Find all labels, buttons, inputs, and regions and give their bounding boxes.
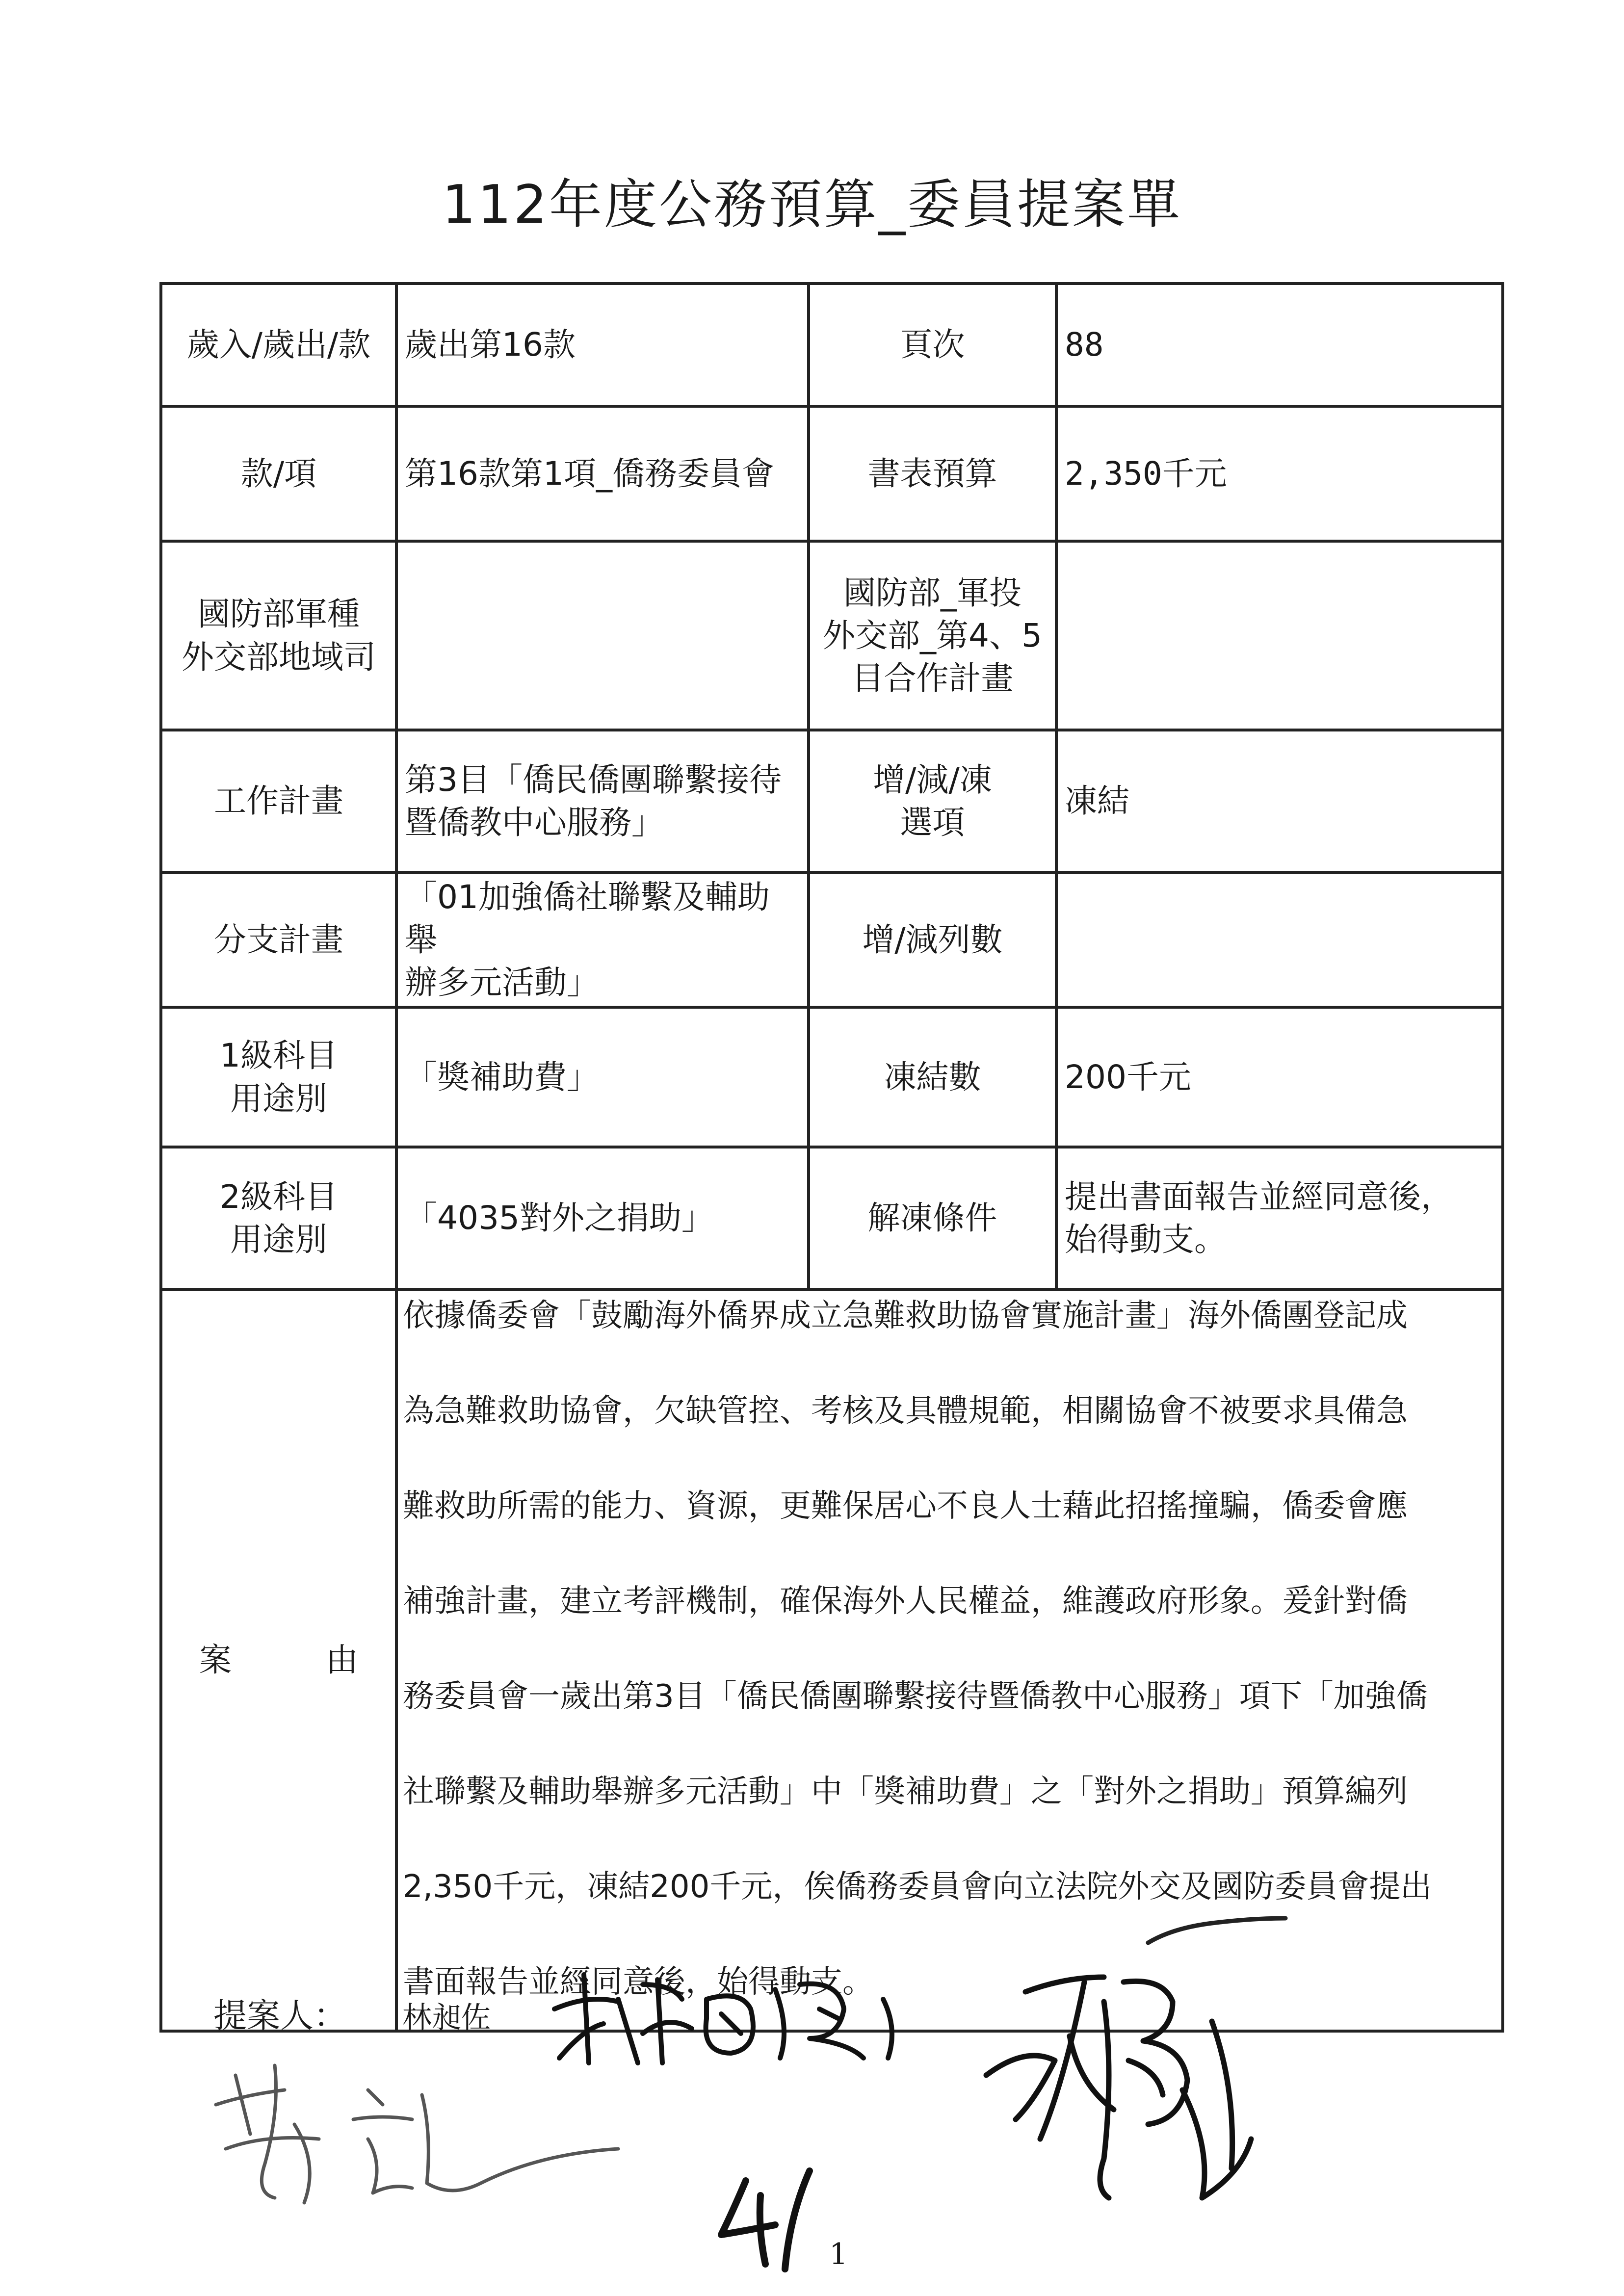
field-label-line: 國防部軍種 <box>198 595 360 633</box>
table-row <box>161 406 1503 541</box>
table-row <box>161 1147 1503 1289</box>
field-value <box>1056 872 1503 1007</box>
field-label <box>809 541 1056 730</box>
reason-paragraph <box>403 1289 1496 2030</box>
field-label: 頁次 <box>809 284 1056 406</box>
field-value: 歲出第16款 <box>396 284 809 406</box>
field-value: 「4035對外之捐助」 <box>396 1147 809 1289</box>
table-row <box>161 1289 1503 2031</box>
budget-amount: 2,350千元 <box>1065 454 1227 493</box>
field-label-line: 目合作計畫 <box>851 659 1014 698</box>
field-label: 凍結數 <box>809 1007 1056 1147</box>
field-value: 200千元 <box>1056 1007 1503 1147</box>
reason-line: 社聯繫及輔助舉辦多元活動」中「獎補助費」之「對外之捐助」預算編列 <box>403 1774 1408 1810</box>
reason-line: 依據僑委會「鼓勵海外僑界成立急難救助協會實施計畫」海外僑團登記成 <box>403 1298 1408 1334</box>
field-label-line: 用途別 <box>230 1221 327 1258</box>
field-value <box>396 872 809 1007</box>
page-number: 1 <box>829 2237 848 2271</box>
handwritten-page-mark <box>711 2161 824 2276</box>
proposer-label: 提案人： <box>213 1997 347 2035</box>
reason-line: 難救助所需的能力、資源，更難保居心不良人士藉此招搖撞騙，僑委會應 <box>403 1488 1408 1524</box>
field-label-line: 增/減/凍 <box>873 760 992 799</box>
field-value: 「獎補助費」 <box>396 1007 809 1147</box>
field-label: 歲入/歲出/款 <box>161 284 396 406</box>
table-row <box>161 1007 1503 1147</box>
proposal-form-table <box>159 282 1504 2033</box>
field-value-line: 暨僑教中心服務」 <box>405 804 664 841</box>
field-label-line: 外交部_第4、5 <box>823 616 1042 654</box>
field-value-line: 辦多元活動」 <box>405 964 599 1002</box>
field-label-line: 外交部地域司 <box>182 638 376 676</box>
field-label: 增/減列數 <box>809 872 1056 1007</box>
field-label: 分支計畫 <box>161 872 396 1007</box>
field-label-line: 2級科目 <box>220 1177 338 1216</box>
reason-line: 2,350千元，凍結200千元，俟僑務委員會向立法院外交及國防委員會提出 <box>403 1869 1432 1905</box>
table-row <box>161 730 1503 872</box>
field-label: 解凍條件 <box>809 1147 1056 1289</box>
reason-label <box>161 1289 396 2031</box>
field-value <box>1056 406 1503 541</box>
reason-line: 務委員會一歲出第3目「僑民僑團聯繫接待暨僑教中心服務」項下「加強僑 <box>403 1678 1428 1715</box>
field-label <box>161 1147 396 1289</box>
field-label <box>809 730 1056 872</box>
reason-line: 為急難救助協會，欠缺管控、考核及具體規範，相關協會不被要求具備急 <box>403 1393 1408 1429</box>
proposer-name: 林昶佐 <box>402 2001 491 2035</box>
field-value: 凍結 <box>1056 730 1503 872</box>
page-title: 112年度公務預算_委員提案單 <box>442 174 1182 235</box>
table-row <box>161 541 1503 730</box>
reason-label-char: 案 <box>199 1641 232 1679</box>
field-value <box>1056 541 1503 730</box>
field-label-line: 國防部_軍投 <box>843 574 1022 612</box>
field-label <box>161 541 396 730</box>
field-label: 工作計畫 <box>161 730 396 872</box>
field-value-line: 提出書面報告並經同意後， <box>1065 1177 1453 1216</box>
field-label: 書表預算 <box>809 406 1056 541</box>
handwritten-mark <box>1143 1908 1290 1953</box>
signature-3 <box>957 1962 1300 2218</box>
table-row <box>161 284 1503 406</box>
field-value-line: 始得動支。 <box>1065 1221 1227 1258</box>
field-label-line: 用途別 <box>230 1079 327 1118</box>
field-value <box>396 541 809 730</box>
field-label: 款/項 <box>161 406 396 541</box>
field-label-line: 1級科目 <box>220 1037 338 1075</box>
signature-2 <box>545 1955 917 2083</box>
reason-line: 補強計畫，建立考評機制，確保海外人民權益，維護政府形象。爰針對僑 <box>403 1583 1408 1619</box>
field-label <box>161 1007 396 1147</box>
field-value <box>396 730 809 872</box>
field-value-line: 「01加強僑社聯繫及輔助舉 <box>405 878 770 959</box>
field-value <box>1056 1147 1503 1289</box>
reason-text <box>396 1289 1503 2031</box>
field-value-line: 第3目「僑民僑團聯繫接待 <box>405 760 782 799</box>
handwritten-page-glyph <box>711 2161 824 2274</box>
field-value: 88 <box>1056 284 1503 406</box>
field-label-line: 選項 <box>900 804 965 841</box>
reason-line: 書面報告並經同意後，始得動支。 <box>403 1964 874 2000</box>
reason-label-char: 由 <box>325 1641 358 1679</box>
field-value: 第16款第1項_僑務委員會 <box>396 406 809 541</box>
table-row <box>161 872 1503 1007</box>
